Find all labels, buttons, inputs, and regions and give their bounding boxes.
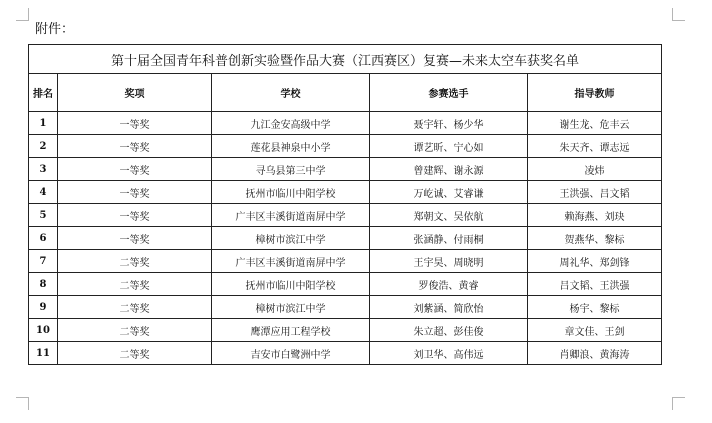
- table-row: [29, 319, 662, 342]
- contestants-cell: 刘紫涵、简欣怡: [370, 296, 528, 319]
- rank-cell: 2: [29, 135, 58, 158]
- school-cell: 寻乌县第三中学: [212, 158, 370, 181]
- rank-cell: 1: [29, 112, 58, 135]
- rank-cell: 7: [29, 250, 58, 273]
- contestants-cell: 郑朝文、吴依航: [370, 204, 528, 227]
- crop-mark-top-right: [672, 8, 685, 21]
- advisors-cell: 赖海燕、刘玦: [528, 204, 662, 227]
- table-row: [29, 204, 662, 227]
- table-row: [29, 342, 662, 365]
- award-cell: 一等奖: [58, 204, 212, 227]
- school-cell: 九江金安高级中学: [212, 112, 370, 135]
- table-row: [29, 158, 662, 181]
- advisors-cell: 杨宇、黎标: [528, 296, 662, 319]
- advisors-cell: 肖卿浪、黄海涛: [528, 342, 662, 365]
- advisors-cell: 吕文韬、王洪强: [528, 273, 662, 296]
- award-cell: 一等奖: [58, 112, 212, 135]
- attachment-label: 附件：: [35, 22, 75, 37]
- rank-cell: 3: [29, 158, 58, 181]
- rank-cell: 11: [29, 342, 58, 365]
- header-award: 奖项: [58, 74, 212, 112]
- advisors-cell: 凌炜: [528, 158, 662, 181]
- rank-cell: 6: [29, 227, 58, 250]
- school-cell: 抚州市临川中阳学校: [212, 181, 370, 204]
- crop-mark-bottom-right: [672, 397, 685, 410]
- advisors-cell: 谢生龙、危丰云: [528, 112, 662, 135]
- table-row: [29, 135, 662, 158]
- table-title: 第十届全国青年科普创新实验暨作品大赛（江西赛区）复赛—未来太空车获奖名单: [29, 45, 662, 74]
- contestants-cell: 刘卫华、高伟远: [370, 342, 528, 365]
- rank-cell: 8: [29, 273, 58, 296]
- contestants-cell: 朱立超、彭佳俊: [370, 319, 528, 342]
- school-cell: 广丰区丰溪街道南屏中学: [212, 204, 370, 227]
- award-table: [28, 44, 662, 365]
- table-row: [29, 181, 662, 204]
- contestants-cell: 聂宇轩、杨少华: [370, 112, 528, 135]
- award-cell: 二等奖: [58, 342, 212, 365]
- advisors-cell: 贺燕华、黎标: [528, 227, 662, 250]
- contestants-cell: 罗俊浩、黄睿: [370, 273, 528, 296]
- award-cell: 一等奖: [58, 227, 212, 250]
- school-cell: 樟树市滨江中学: [212, 227, 370, 250]
- school-cell: 广丰区丰溪街道南屏中学: [212, 250, 370, 273]
- table-row: [29, 227, 662, 250]
- table-row: [29, 273, 662, 296]
- header-advisors: 指导教师: [528, 74, 662, 112]
- table-body: [29, 112, 662, 365]
- school-cell: 吉安市白鹭洲中学: [212, 342, 370, 365]
- table-row: [29, 250, 662, 273]
- table-title-row: [29, 45, 662, 74]
- award-cell: 二等奖: [58, 319, 212, 342]
- table-header-row: [29, 74, 662, 112]
- header-contestants: 参赛选手: [370, 74, 528, 112]
- contestants-cell: 王宇昊、周晓明: [370, 250, 528, 273]
- contestants-cell: 张涵静、付雨桐: [370, 227, 528, 250]
- contestants-cell: 万屹诚、艾睿谦: [370, 181, 528, 204]
- school-cell: 鹰潭应用工程学校: [212, 319, 370, 342]
- crop-mark-top-left: [16, 8, 29, 21]
- advisors-cell: 周礼华、郑剑锋: [528, 250, 662, 273]
- table-row: [29, 112, 662, 135]
- rank-cell: 5: [29, 204, 58, 227]
- contestants-cell: 曾建辉、谢永源: [370, 158, 528, 181]
- award-cell: 二等奖: [58, 250, 212, 273]
- advisors-cell: 章文佳、王剑: [528, 319, 662, 342]
- award-cell: 二等奖: [58, 273, 212, 296]
- rank-cell: 9: [29, 296, 58, 319]
- award-cell: 一等奖: [58, 135, 212, 158]
- table-row: [29, 296, 662, 319]
- advisors-cell: 朱天齐、谭志远: [528, 135, 662, 158]
- crop-mark-bottom-left: [16, 397, 29, 410]
- award-cell: 二等奖: [58, 296, 212, 319]
- school-cell: 莲花县神泉中小学: [212, 135, 370, 158]
- school-cell: 抚州市临川中阳学校: [212, 273, 370, 296]
- contestants-cell: 谭艺昕、宁心如: [370, 135, 528, 158]
- school-cell: 樟树市滨江中学: [212, 296, 370, 319]
- rank-cell: 10: [29, 319, 58, 342]
- advisors-cell: 王洪强、吕文韬: [528, 181, 662, 204]
- award-cell: 一等奖: [58, 158, 212, 181]
- award-cell: 一等奖: [58, 181, 212, 204]
- header-school: 学校: [212, 74, 370, 112]
- header-rank: 排名: [29, 74, 58, 112]
- rank-cell: 4: [29, 181, 58, 204]
